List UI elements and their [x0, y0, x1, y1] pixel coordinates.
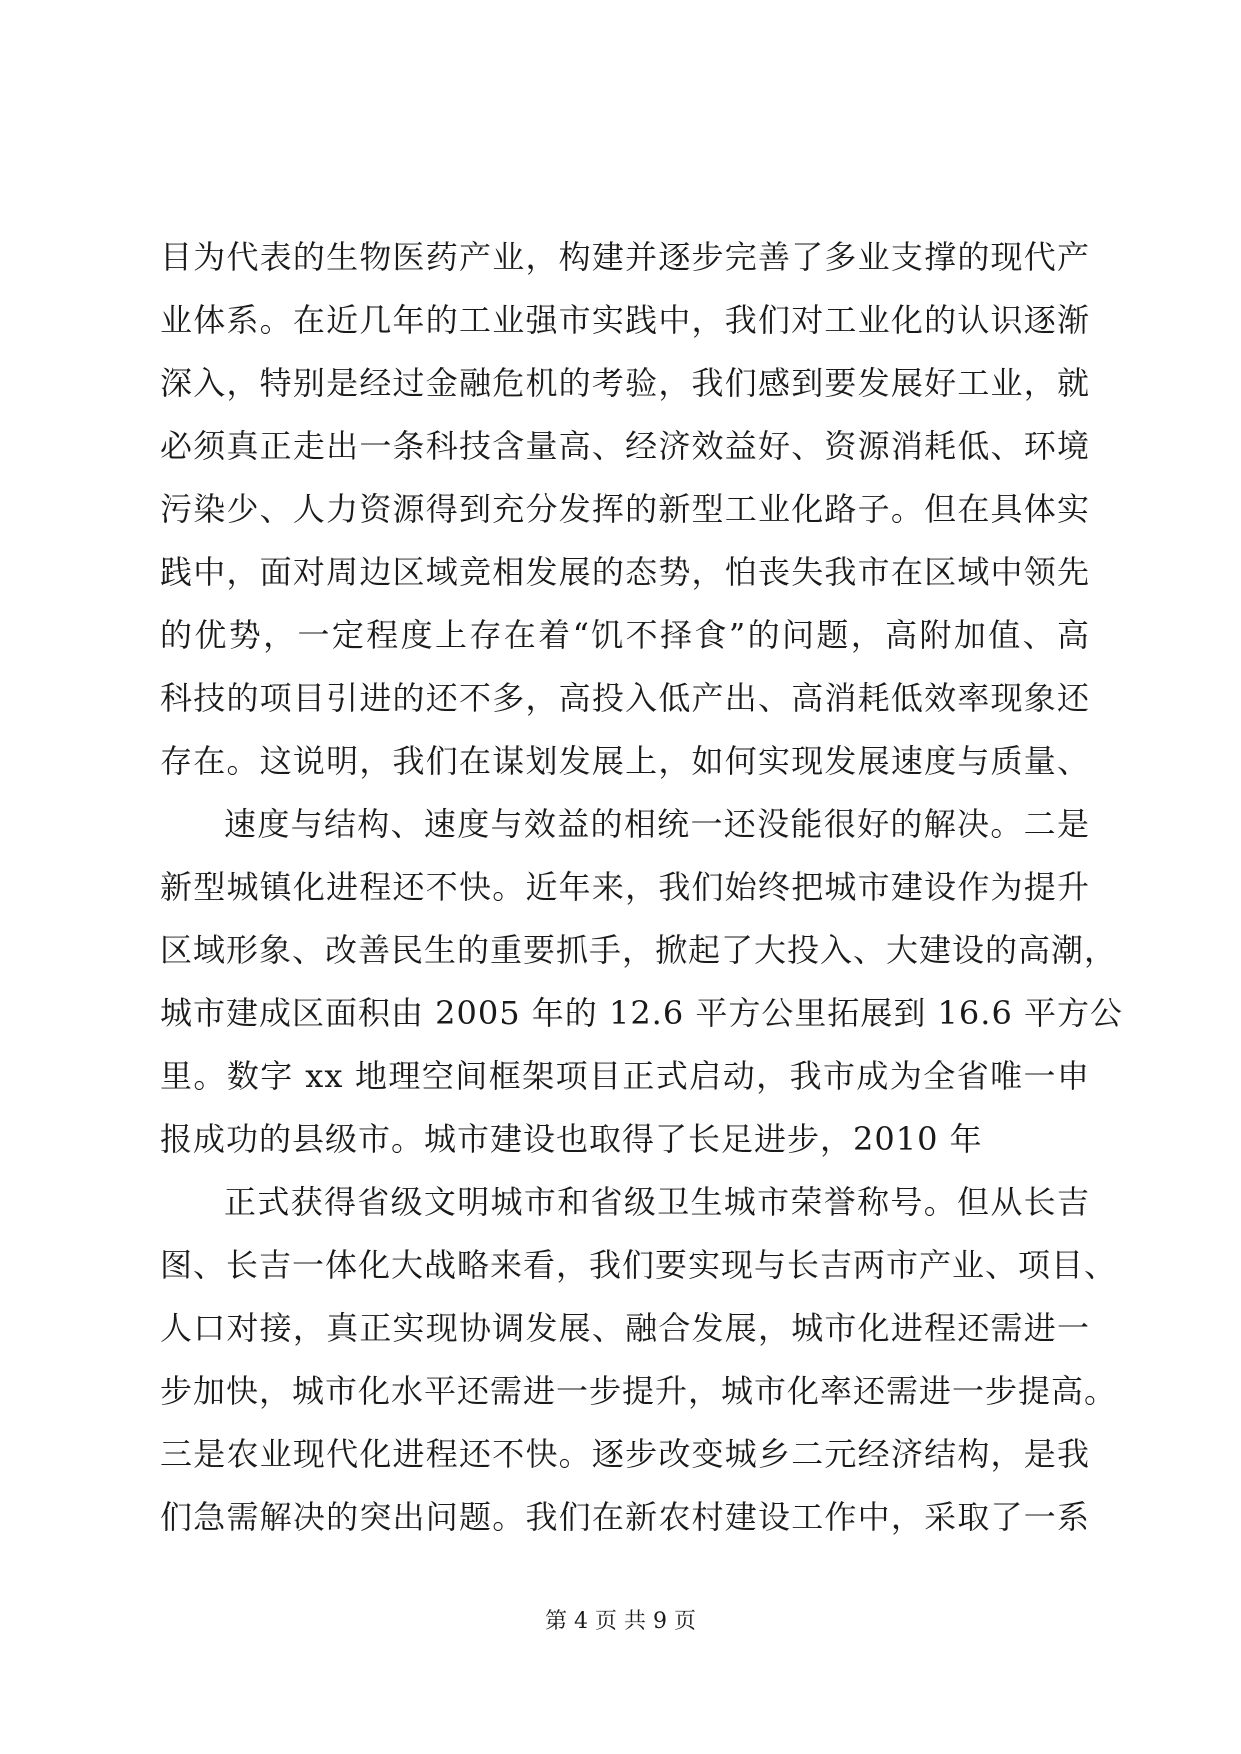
page-number-footer: 第 4 页 共 9 页 [545, 1609, 696, 1634]
text-line: 城市建成区面积由 2005 年的 12.6 平方公里拓展到 16.6 平方公 [160, 994, 1123, 1032]
text-line: 速度与结构、速度与效益的相统一还没能很好的解决。二是 [224, 805, 1090, 843]
text-line: 区域形象、改善民生的重要抓手，掀起了大投入、大建设的高潮， [160, 931, 1118, 969]
text-line: 践中，面对周边区域竞相发展的态势，怕丧失我市在区域中领先 [160, 553, 1090, 591]
text-line: 们急需解决的突出问题。我们在新农村建设工作中，采取了一系 [160, 1498, 1090, 1536]
text-line: 报成功的县级市。城市建设也取得了长足进步，2010 年 [160, 1120, 983, 1158]
text-line: 图、长吉一体化大战略来看，我们要实现与长吉两市产业、项目、 [160, 1246, 1118, 1284]
text-line: 必须真正走出一条科技含量高、经济效益好、资源消耗低、环境 [160, 427, 1090, 465]
text-line: 新型城镇化进程还不快。近年来，我们始终把城市建设作为提升 [160, 868, 1090, 906]
text-line: 业体系。在近几年的工业强市实践中，我们对工业化的认识逐渐 [160, 301, 1090, 339]
text-line: 科技的项目引进的还不多，高投入低产出、高消耗低效率现象还 [160, 679, 1090, 717]
text-line: 污染少、人力资源得到充分发挥的新型工业化路子。但在具体实 [160, 490, 1090, 528]
text-line: 存在。这说明，我们在谋划发展上，如何实现发展速度与质量、 [160, 742, 1090, 780]
text-line: 正式获得省级文明城市和省级卫生城市荣誉称号。但从长吉 [224, 1183, 1090, 1221]
text-line: 人口对接，真正实现协调发展、融合发展，城市化进程还需进一 [160, 1309, 1090, 1347]
text-line: 深入，特别是经过金融危机的考验，我们感到要发展好工业，就 [160, 364, 1090, 402]
text-line: 步加快，城市化水平还需进一步提升，城市化率还需进一步提高。 [160, 1372, 1118, 1410]
text-line: 三是农业现代化进程还不快。逐步改变城乡二元经济结构，是我 [160, 1435, 1090, 1473]
text-line: 目为代表的生物医药产业，构建并逐步完善了多业支撑的现代产 [160, 238, 1090, 276]
body-text [160, 226, 1123, 1549]
text-line: 里。数字 xx 地理空间框架项目正式启动，我市成为全省唯一申 [160, 1057, 1090, 1095]
text-line: 的优势，一定程度上存在着“饥不择食”的问题，高附加值、高 [160, 616, 1090, 654]
